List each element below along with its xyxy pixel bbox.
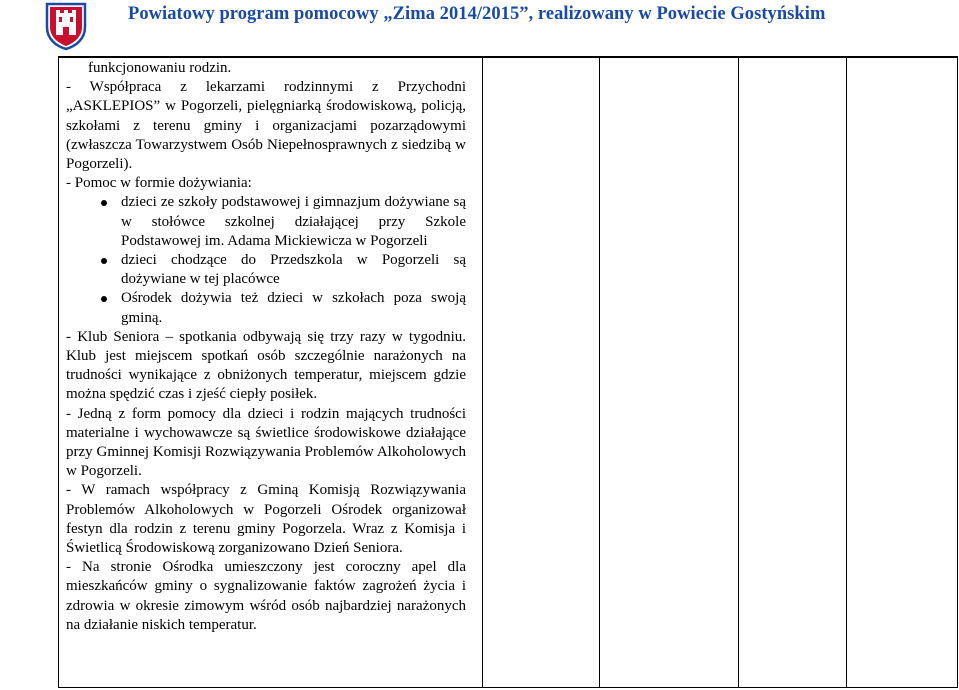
table-column-divider bbox=[846, 56, 847, 688]
paragraph-meals-intro: - Pomoc w formie dożywiania: bbox=[66, 175, 252, 192]
bullet-icon bbox=[101, 258, 107, 264]
list-item: dzieci chodzące do Przedszkola w Pogorzeli są dożywiane w tej placówce bbox=[66, 251, 466, 289]
table-border-bottom bbox=[58, 687, 958, 688]
list-item: dzieci ze szkoły podstawowej i gimnazjum dożywiane są w stołówce szkolnej działającej przy Szkole Podstawowej im. Adama Mickiewicza w Pogorzeli bbox=[66, 193, 466, 251]
list-item: Ośrodek dożywia też dzieci w szkołach poza swoją gminą. bbox=[66, 289, 466, 327]
bullet-icon bbox=[101, 296, 107, 302]
paragraph-appeal: - Na stronie Ośrodka umieszczony jest coroczny apel dla mieszkańców gminy o sygnalizowanie faktów zagrożeń życia i zdrowia w okresie zimowym wśród osób najbardziej narażonych na działanie niskich temperatur. bbox=[66, 559, 466, 633]
table-border-right bbox=[957, 56, 958, 688]
header-rule bbox=[58, 56, 958, 58]
paragraph-community-centers: - Jedną z form pomocy dla dzieci i rodzin mających trudności materialne i wychowawcze są świetlice środowiskowe działające przy Gminnej Komisji Rozwiązywania Problemów Alkoholowych w Pogorzeli. bbox=[66, 405, 466, 480]
paragraph-senior-club: - Klub Seniora – spotkania odbywają się trzy razy w tygodniu. Klub jest miejscem spotkań osób szczególnie narażonych na trudności wynikające z obniżonych temperatur, miejscem gdzie można spędzić czas i zjeść ciepły posiłek. bbox=[66, 328, 466, 403]
table-border-left bbox=[58, 56, 59, 688]
program-description-cell bbox=[66, 59, 466, 635]
intro-continuation: funkcjonowaniu rodzin. bbox=[88, 60, 232, 76]
table-column-divider bbox=[482, 56, 483, 688]
meals-list bbox=[66, 193, 466, 327]
bullet-icon bbox=[101, 200, 107, 206]
page-title: Powiatowy program pomocowy „Zima 2014/2015”, realizowany w Powiecie Gostyńskim bbox=[128, 4, 826, 24]
table-column-divider bbox=[599, 56, 600, 688]
coat-of-arms-icon bbox=[44, 1, 88, 51]
table-column-divider bbox=[738, 56, 739, 688]
paragraph-festival: - W ramach współpracy z Gminą Komisją Rozwiązywania Problemów Alkoholowych w Pogorzeli Ośrodek organizował festyn dla rodzin z terenu gminy Pogorzela. Wraz z Komisja i Świetlicą Środowiskową zorganizowano Dzień Seniora. bbox=[66, 482, 466, 557]
page-header bbox=[0, 0, 959, 56]
paragraph-cooperation: - Współpraca z lekarzami rodzinnymi z Przychodni „ASKLEPIOS” w Pogorzeli, pielęgniarką środowiskową, policją, szkołami z terenu gminy i organizacjami pozarządowymi (zwłaszcza Towarzystwem Osób Niepełnosprawnych z siedzibą w Pogorzeli). bbox=[66, 79, 466, 173]
